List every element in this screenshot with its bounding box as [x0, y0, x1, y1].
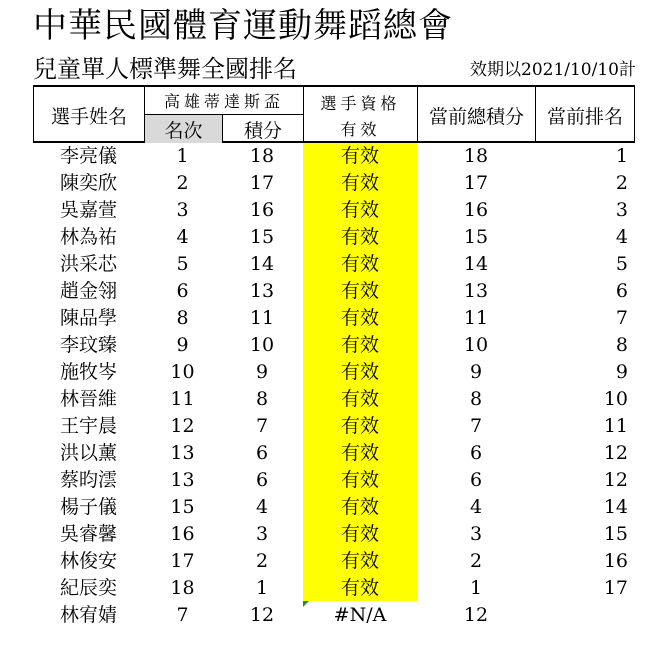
current-rank-cell: 3 [615, 199, 628, 221]
qualification-cell: 有效 [340, 172, 379, 194]
event-points-cell: 2 [255, 550, 269, 572]
qualification-cell: 有效 [340, 334, 379, 356]
total-points-cell: 11 [463, 307, 489, 329]
qualification-cell: 有效 [340, 253, 379, 275]
player-name-cell: 李玟臻 [59, 334, 117, 356]
qualification-cell: 有效 [340, 226, 379, 248]
header-qualification-sub: 有效 [340, 119, 381, 139]
player-name-cell: 吳睿馨 [59, 523, 117, 545]
table-row [33, 386, 635, 413]
header-points: 積分 [243, 119, 282, 142]
current-rank-cell: 9 [615, 361, 628, 383]
event-points-cell: 14 [249, 253, 275, 275]
player-name-cell: 施牧岑 [59, 361, 117, 383]
current-rank-cell: 7 [615, 307, 628, 329]
event-rank-cell: 16 [170, 523, 195, 545]
total-points-cell: 18 [463, 145, 489, 167]
event-points-cell: 4 [255, 496, 269, 518]
current-rank-cell: 11 [603, 415, 628, 437]
current-rank-cell: 6 [615, 280, 628, 302]
current-rank-cell: 10 [603, 388, 628, 410]
player-name-cell: 林為祐 [59, 226, 117, 248]
event-rank-cell: 10 [170, 361, 195, 383]
total-points-cell: 8 [469, 388, 483, 410]
event-points-cell: 6 [255, 442, 269, 464]
event-points-cell: 13 [249, 280, 275, 302]
event-points-cell: 9 [255, 361, 269, 383]
table-row [33, 305, 635, 332]
event-points-cell: 10 [249, 334, 275, 356]
player-name-cell: 洪采芯 [59, 253, 117, 275]
player-name-cell: 林俊安 [59, 550, 117, 572]
table-row [33, 224, 635, 251]
event-rank-cell: 12 [170, 415, 195, 437]
event-rank-cell: 7 [176, 604, 189, 626]
qualification-cell: 有效 [340, 280, 379, 302]
table-row [33, 548, 635, 575]
qualification-cell: 有效 [340, 550, 379, 572]
table-row [33, 251, 635, 278]
event-points-cell: 16 [249, 199, 275, 221]
event-rank-cell: 13 [170, 442, 195, 464]
qualification-cell: 有效 [340, 496, 379, 518]
total-points-cell: 10 [463, 334, 489, 356]
table-row [33, 440, 635, 467]
total-points-cell: 6 [469, 442, 483, 464]
ranking-subtitle: 兒童單人標準舞全國排名 [33, 55, 297, 83]
event-points-cell: 11 [249, 307, 275, 329]
event-points-cell: 6 [255, 469, 269, 491]
total-points-cell: 17 [463, 172, 489, 194]
current-rank-cell: 17 [603, 577, 628, 599]
table-row [33, 602, 635, 629]
current-rank-cell: 12 [603, 469, 628, 491]
table-row [33, 359, 635, 386]
current-rank-cell: 2 [615, 172, 628, 194]
current-rank-cell: 1 [615, 145, 628, 167]
event-points-cell: 8 [255, 388, 269, 410]
total-points-cell: 2 [469, 550, 483, 572]
player-name-cell: 楊子儀 [59, 496, 117, 518]
qualification-cell: 有效 [340, 199, 379, 221]
ranking-rows [33, 143, 635, 629]
header-current-rank: 當前排名 [546, 105, 623, 128]
effective-date: 效期以2021/10/10計 [470, 60, 636, 80]
total-points-cell: 7 [469, 415, 483, 437]
player-name-cell: 李亮儀 [59, 145, 117, 167]
qualification-cell: 有效 [340, 523, 379, 545]
qualification-cell: #N/A [333, 604, 387, 626]
header-player-name: 選手姓名 [50, 105, 127, 128]
header-qualification: 選手資格 [320, 93, 401, 113]
player-name-cell: 林晉維 [59, 388, 117, 410]
event-points-cell: 18 [249, 145, 275, 167]
player-name-cell: 洪以薰 [59, 442, 117, 464]
total-points-cell: 15 [463, 226, 489, 248]
total-points-cell: 4 [469, 496, 483, 518]
player-name-cell: 紀辰奕 [59, 577, 117, 599]
event-rank-cell: 18 [170, 577, 195, 599]
player-name-cell: 陳奕欣 [59, 172, 117, 194]
event-rank-cell: 3 [176, 199, 189, 221]
event-rank-cell: 9 [176, 334, 189, 356]
current-rank-cell: 8 [615, 334, 628, 356]
table-header [33, 85, 635, 143]
total-points-cell: 12 [463, 604, 489, 626]
header-rank: 名次 [145, 115, 222, 143]
total-points-cell: 9 [469, 361, 483, 383]
total-points-cell: 13 [463, 280, 489, 302]
total-points-cell: 16 [463, 199, 489, 221]
qualification-cell: 有效 [340, 415, 379, 437]
event-points-cell: 3 [255, 523, 269, 545]
event-rank-cell: 8 [176, 307, 189, 329]
qualification-cell: 有效 [340, 442, 379, 464]
event-rank-cell: 15 [170, 496, 195, 518]
event-rank-cell: 13 [170, 469, 195, 491]
table-row [33, 278, 635, 305]
table-row [33, 170, 635, 197]
current-rank-cell: 14 [603, 496, 628, 518]
current-rank-cell: 15 [603, 523, 628, 545]
table-row [33, 413, 635, 440]
current-rank-cell: 16 [603, 550, 628, 572]
table-row [33, 197, 635, 224]
current-rank-cell: 4 [615, 226, 628, 248]
table-row [33, 521, 635, 548]
event-rank-cell: 2 [176, 172, 189, 194]
player-name-cell: 吳嘉萱 [59, 199, 117, 221]
table-row [33, 143, 635, 170]
event-rank-cell: 6 [176, 280, 189, 302]
page-title: 中華民國體育運動舞蹈總會 [33, 6, 453, 46]
event-rank-cell: 5 [176, 253, 189, 275]
qualification-cell: 有效 [340, 145, 379, 167]
qualification-cell: 有效 [340, 577, 379, 599]
event-rank-cell: 11 [170, 388, 195, 410]
table-row [33, 332, 635, 359]
player-name-cell: 王宇晨 [59, 415, 117, 437]
table-row [33, 575, 635, 602]
player-name-cell: 趙金翎 [59, 280, 117, 302]
player-name-cell: 蔡昀澐 [59, 469, 117, 491]
table-row [33, 494, 635, 521]
qualification-cell: 有效 [340, 307, 379, 329]
total-points-cell: 3 [469, 523, 483, 545]
qualification-cell: 有效 [340, 388, 379, 410]
player-name-cell: 陳品學 [59, 307, 117, 329]
header-event: 高雄蒂達斯盃 [163, 92, 284, 111]
event-rank-cell: 17 [170, 550, 195, 572]
qualification-cell: 有效 [340, 361, 379, 383]
event-rank-cell: 1 [176, 145, 189, 167]
event-points-cell: 15 [249, 226, 275, 248]
total-points-cell: 6 [469, 469, 483, 491]
total-points-cell: 1 [469, 577, 483, 599]
qualification-cell: 有效 [340, 469, 379, 491]
player-name-cell: 林宥婧 [59, 604, 117, 626]
event-points-cell: 17 [249, 172, 275, 194]
table-row [33, 467, 635, 494]
event-points-cell: 7 [255, 415, 269, 437]
event-rank-cell: 4 [176, 226, 189, 248]
event-points-cell: 1 [255, 577, 269, 599]
event-points-cell: 12 [249, 604, 275, 626]
header-total-points: 當前總積分 [428, 105, 524, 128]
current-rank-cell: 12 [603, 442, 628, 464]
total-points-cell: 14 [463, 253, 489, 275]
current-rank-cell: 5 [615, 253, 628, 275]
